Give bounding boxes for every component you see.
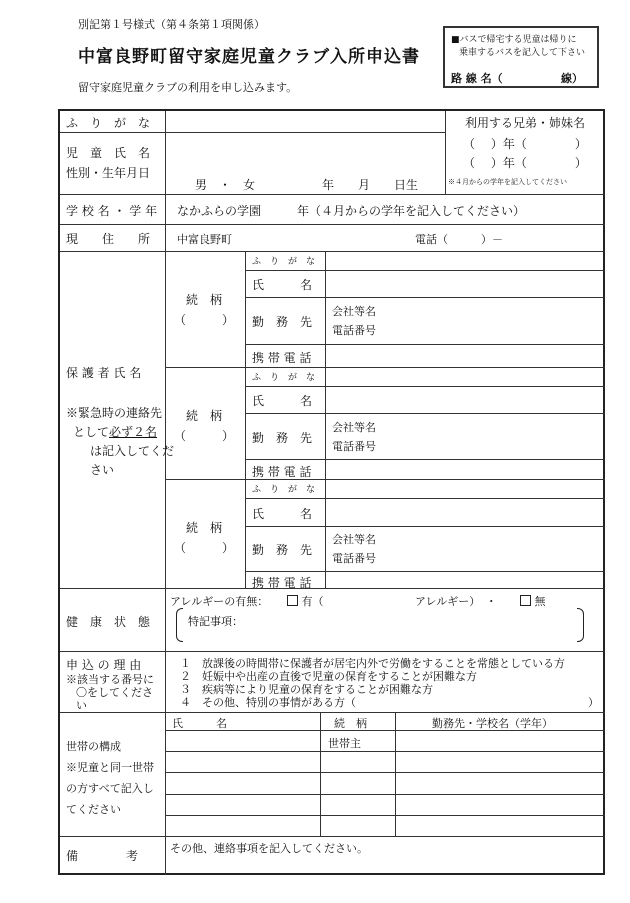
guardian-note-3: は記入してくだ [90, 444, 175, 458]
bus-note-line1: ■バスで帰宅する児童は帰りに [451, 35, 577, 45]
guardian1-name-label: 氏 名 [252, 278, 313, 292]
child-furigana-field[interactable] [167, 112, 443, 131]
guardian3-work-label: 勤 務 先 [252, 543, 313, 557]
allergy-no-option[interactable]: 無 [520, 593, 546, 609]
allergy-no-checkbox[interactable] [520, 595, 531, 606]
reason-note-3: い [76, 699, 87, 712]
guardian2-company-label: 会社等名 [332, 421, 376, 434]
child-furigana-label: ふ り が な [66, 116, 151, 130]
child-gender-birth-label: 性別・生年月日 [66, 166, 151, 180]
reason-note-2: 〇をしてくださ [76, 686, 153, 699]
allergy-close: アレルギー） ・ [415, 595, 497, 608]
guardian1-relation-label: 続 柄 [186, 293, 223, 307]
page-title: 中富良野町留守家庭児童クラブ入所申込書 [78, 47, 420, 67]
household-label-2: ※児童と同一世帯 [66, 761, 154, 774]
bus-route-label: 路 線 名（ [451, 72, 503, 85]
allergy-label: アレルギーの有無： [170, 595, 269, 608]
guardian1-work-label: 勤 務 先 [252, 315, 313, 329]
reason-option-4-close: ） [588, 696, 599, 709]
reason-option-3[interactable]: ３ 疾病等により児童の保育をすることが困難な方 [180, 683, 433, 696]
guardian-note-4: さい [90, 463, 115, 477]
guardian2-mobile-label: 携 帯 電 話 [252, 465, 312, 479]
guardian3-relation-label: 続 柄 [186, 521, 223, 535]
health-label: 健 康 状 態 [66, 615, 151, 629]
sibling-line-1[interactable]: （ ）年（ ） [463, 137, 587, 151]
guardian2-relation-label: 続 柄 [186, 409, 223, 423]
guardian3-company-label: 会社等名 [332, 533, 376, 546]
address-value[interactable]: 中富良野町 [177, 233, 232, 246]
guardian3-work-phone-label: 電話番号 [332, 552, 376, 565]
application-form [58, 109, 605, 875]
household-label-3: の方すべて記入し [66, 782, 154, 795]
guardian2-work-label: 勤 務 先 [252, 431, 313, 445]
allergy-yes-option[interactable]: 有（ [287, 593, 324, 609]
household-col-name: 氏 名 [172, 717, 227, 730]
page-subtitle: 留守家庭児童クラブの利用を申し込みます。 [78, 81, 298, 94]
bus-route-suffix: 線） [561, 72, 583, 85]
guardian-note-1: ※緊急時の連絡先 [66, 406, 163, 420]
allergy-yes-checkbox[interactable] [287, 595, 298, 606]
address-phone[interactable]: 電話（ ）－ [415, 233, 503, 246]
form-number: 別記第１号様式（第４条第１項関係） [78, 18, 265, 31]
birth-date-fields[interactable]: 年 月 日生 [322, 178, 419, 192]
gender-options[interactable]: 男 ・ 女 [195, 178, 256, 192]
guardian3-furigana-label: ふ り が な [252, 485, 316, 495]
bus-note-line2: 乗車するバスを記入して下さい [459, 48, 586, 58]
guardian2-relation-paren[interactable]: （ ） [174, 429, 235, 443]
bus-route-field[interactable] [509, 66, 559, 84]
guardian1-furigana-label: ふ り が な [252, 257, 316, 267]
siblings-label: 利用する兄弟・姉妹名 [465, 116, 586, 130]
guardian1-relation-paren[interactable]: （ ） [174, 313, 235, 327]
bus-route-note [443, 26, 599, 88]
reason-note-1: ※該当する番号に [66, 673, 154, 686]
reason-label: 申 込 の 理 由 [66, 658, 142, 672]
remarks-label: 備 考 [66, 849, 139, 863]
guardian1-company-label: 会社等名 [332, 305, 376, 318]
remarks-text[interactable]: その他、連絡事項を記入してください。 [170, 842, 368, 855]
guardian-label: 保 護 者 氏 名 [66, 366, 142, 380]
guardian1-mobile-label: 携 帯 電 話 [252, 351, 312, 365]
guardian2-work-phone-label: 電話番号 [332, 440, 376, 453]
guardian3-mobile-label: 携 帯 電 話 [252, 576, 312, 590]
special-notes-field[interactable] [250, 609, 570, 639]
household-label-1: 世帯の構成 [66, 740, 121, 753]
guardian3-name-label: 氏 名 [252, 507, 313, 521]
guardian1-work-phone-label: 電話番号 [332, 324, 376, 337]
household-col-relation: 続 柄 [334, 717, 367, 730]
reason-option-4[interactable]: ４ その他、特別の事情がある方（ [180, 696, 356, 709]
guardian-note-2: として必ず２名 [73, 425, 158, 439]
sibling-line-2[interactable]: （ ）年（ ） [463, 156, 587, 170]
address-label: 現 住 所 [66, 232, 151, 246]
guardian3-relation-paren[interactable]: （ ） [174, 541, 235, 555]
guardian2-name-label: 氏 名 [252, 394, 313, 408]
special-notes-label: 特記事項： [188, 615, 243, 628]
guardian2-furigana-label: ふ り が な [252, 373, 316, 383]
household-head-relation: 世帯主 [328, 737, 361, 750]
household-label-4: てください [66, 803, 121, 816]
child-name-field[interactable] [167, 134, 443, 170]
sibling-note: ※４月からの学年を記入してください [448, 178, 567, 186]
child-name-label: 児 童 氏 名 [66, 146, 151, 160]
school-value[interactable]: なかふらの学園 年（４月からの学年を記入してください） [177, 204, 526, 218]
school-label: 学 校 名 ・ 学 年 [66, 204, 158, 218]
household-col-work: 勤務先・学校名（学年） [432, 717, 553, 730]
reason-option-2[interactable]: ２ 妊娠中や出産の直後で児童の保育をすることが困難な方 [180, 670, 477, 683]
reason-option-1[interactable]: １ 放課後の時間帯に保護者が居宅内外で労働をすることを常態としている方 [180, 657, 565, 670]
